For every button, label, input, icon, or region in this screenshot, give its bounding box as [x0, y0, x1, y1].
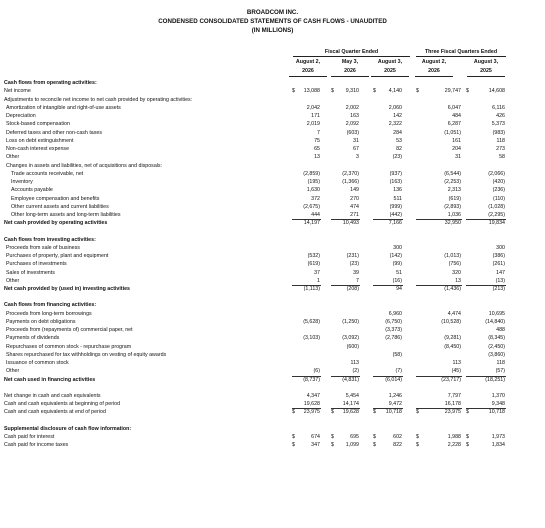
table-row — [0, 359, 545, 367]
value-cell: 13 — [455, 277, 461, 284]
value-cell: (983) — [492, 129, 505, 136]
value-cell: 300 — [393, 244, 402, 251]
row-label: Proceeds from long-term borrowings — [6, 310, 92, 317]
value-cell: 161 — [452, 137, 461, 144]
period-header-date: August 2, — [295, 59, 321, 65]
value-cell: (8,345) — [488, 335, 505, 342]
value-cell: (3,103) — [303, 335, 320, 342]
value-cell: 3 — [356, 154, 359, 161]
table-row — [0, 260, 545, 268]
row-label: Supplemental disclosure of cash flow information: — [4, 425, 132, 432]
value-cell: (619) — [307, 261, 320, 268]
value-cell: 16,178 — [444, 401, 461, 407]
table-row — [0, 87, 545, 95]
value-cell: 4,474 — [447, 310, 461, 317]
value-cell: 1,834 — [491, 442, 505, 448]
value-cell: 602 — [393, 433, 402, 440]
value-cell: 2,092 — [345, 121, 359, 128]
value-cell: 163 — [350, 113, 359, 119]
row-label: Cash flows from operating activities: — [4, 80, 97, 86]
value-cell: 1,036 — [447, 212, 461, 218]
value-cell: 142 — [393, 113, 402, 119]
value-cell: (2,295) — [488, 212, 505, 218]
table-row — [0, 252, 545, 260]
value-cell: 58 — [499, 154, 505, 161]
table-row — [0, 244, 545, 252]
group-underline-ytd — [416, 56, 506, 57]
value-cell: 270 — [350, 195, 359, 202]
table-row — [0, 112, 545, 120]
value-cell: 118 — [496, 137, 505, 144]
table-row — [0, 433, 545, 441]
value-cell: 1,099 — [345, 442, 359, 448]
value-cell: 10,718 — [385, 409, 402, 416]
value-cell: 32,950 — [444, 220, 461, 227]
value-cell: (236) — [492, 187, 505, 194]
currency-symbol: $ — [292, 433, 295, 440]
value-cell: 444 — [311, 212, 320, 218]
value-cell: 31 — [455, 154, 461, 161]
table-row — [0, 186, 545, 194]
row-label: Depreciation — [6, 113, 36, 119]
value-cell: 204 — [452, 146, 461, 152]
value-cell: (195) — [307, 179, 320, 185]
value-cell: (231) — [346, 253, 359, 259]
value-cell: (532) — [307, 253, 320, 259]
row-label: Changes in assets and liabilities, net of acquisitions and disposals: — [6, 162, 163, 169]
value-cell: (756) — [448, 261, 461, 268]
currency-symbol: $ — [331, 409, 334, 416]
period-header-date: August 3, — [473, 59, 499, 65]
row-label: Amortization of intangible and right-of-use assets — [6, 104, 121, 111]
period-header-date: August 2, — [421, 59, 447, 65]
row-label: Shares repurchased for tax withholdings on vesting of equity awards — [6, 351, 167, 358]
table-row — [0, 236, 545, 244]
row-label: Other long-term assets and long-term liabilities — [11, 212, 121, 218]
value-cell: (2,450) — [488, 343, 505, 350]
table-row — [0, 285, 545, 293]
value-cell: (420) — [492, 179, 505, 185]
table-row — [0, 425, 545, 433]
row-label: Adjustments to reconcile net income to net cash provided by operating activities: — [4, 96, 193, 103]
value-cell: 13 — [314, 154, 320, 161]
table-row — [0, 178, 545, 186]
value-cell: 53 — [396, 137, 402, 144]
currency-symbol: $ — [331, 433, 334, 440]
table-row — [0, 269, 545, 277]
currency-symbol: $ — [416, 442, 419, 448]
currency-symbol: $ — [416, 433, 419, 440]
row-label: Net cash used in financing activities — [4, 376, 96, 383]
value-cell: 13,088 — [303, 88, 320, 95]
value-cell: (600) — [346, 343, 359, 350]
value-cell: 1 — [317, 277, 320, 284]
value-cell: 271 — [350, 212, 359, 218]
value-cell: 113 — [452, 360, 461, 366]
row-label: Stock-based compensation — [6, 121, 70, 128]
currency-symbol: $ — [466, 442, 469, 448]
currency-symbol: $ — [292, 442, 295, 448]
period-header-year: 2026 — [302, 68, 314, 74]
table-row — [0, 203, 545, 211]
group-header-ytd: Three Fiscal Quarters Ended — [424, 49, 498, 55]
value-cell: 284 — [393, 129, 402, 136]
value-cell: 6,960 — [388, 310, 402, 317]
value-cell: (2,893) — [444, 203, 461, 210]
group-header-quarter: Fiscal Quarter Ended — [324, 49, 379, 55]
currency-symbol: $ — [466, 88, 469, 95]
value-cell: 488 — [496, 327, 505, 333]
table-row — [0, 219, 545, 227]
period-header-underline — [331, 76, 369, 77]
table-row — [0, 170, 545, 178]
value-cell: 65 — [314, 146, 320, 152]
value-cell: 4,140 — [388, 88, 402, 95]
row-label: Cash and cash equivalents at end of period — [4, 409, 106, 416]
table-row — [0, 153, 545, 161]
row-label: Payments of dividends — [6, 335, 60, 342]
value-cell: (110) — [493, 195, 505, 202]
row-label: Purchases of property, plant and equipment — [6, 253, 109, 259]
value-cell: (213) — [492, 286, 505, 292]
table-row — [0, 408, 545, 416]
table-row — [0, 351, 545, 359]
currency-symbol: $ — [373, 433, 376, 440]
value-cell: (1,366) — [342, 179, 359, 185]
value-cell: (2,066) — [488, 170, 505, 177]
value-cell: (7) — [395, 368, 402, 375]
value-cell: (1,051) — [444, 129, 461, 136]
table-row — [0, 441, 545, 449]
value-cell: (603) — [346, 129, 359, 136]
row-label: Employee compensation and benefits — [11, 195, 100, 202]
value-cell: 674 — [311, 433, 320, 440]
value-cell: (8,737) — [303, 376, 320, 383]
value-cell: 171 — [311, 113, 320, 119]
table-row — [0, 104, 545, 112]
row-label: Other — [6, 368, 20, 375]
value-cell: (2,253) — [444, 179, 461, 185]
value-cell: (57) — [495, 368, 505, 375]
value-cell: 2,042 — [306, 104, 320, 111]
value-cell: 9,310 — [345, 88, 359, 95]
value-cell: 37 — [314, 269, 320, 276]
value-cell: 1,630 — [306, 187, 320, 194]
value-cell: 29,747 — [444, 88, 461, 95]
row-label: Proceeds from sale of business — [6, 244, 80, 251]
value-cell: (2,675) — [303, 203, 320, 210]
value-cell: 822 — [393, 442, 402, 448]
currency-symbol: $ — [416, 409, 419, 416]
row-label: Proceeds from (repayments of) commercial paper, net — [6, 327, 133, 333]
table-row — [0, 277, 545, 285]
value-cell: 1,988 — [447, 433, 461, 440]
value-cell: (6,750) — [385, 318, 402, 325]
value-cell: (45) — [451, 368, 461, 375]
value-cell: (1,013) — [444, 253, 461, 259]
period-header-underline — [371, 76, 409, 77]
value-cell: 2,060 — [388, 104, 402, 111]
table-row — [0, 79, 545, 87]
value-cell: 9,472 — [388, 401, 402, 407]
value-cell: 7,797 — [447, 392, 461, 399]
value-cell: 51 — [396, 269, 402, 276]
row-label: Deferred taxes and other non-cash taxes — [6, 129, 102, 136]
value-cell: 14,608 — [488, 88, 505, 95]
row-label: Purchases of investments — [6, 261, 67, 268]
table-row — [0, 392, 545, 400]
value-cell: (13) — [495, 277, 505, 284]
value-cell: (3,373) — [385, 327, 402, 333]
value-cell: 484 — [452, 113, 461, 119]
currency-symbol: $ — [331, 88, 334, 95]
value-cell: (9,281) — [444, 335, 461, 342]
value-cell: (6,544) — [444, 170, 461, 177]
value-cell: 118 — [496, 360, 505, 366]
value-cell: (1,028) — [488, 203, 505, 210]
value-cell: (58) — [392, 351, 402, 358]
value-cell: (23) — [392, 154, 402, 161]
row-label: Net cash provided by (used in) investing activities — [4, 286, 130, 292]
value-cell: 6,287 — [447, 121, 461, 128]
value-cell: (1,113) — [303, 286, 320, 292]
table-row — [0, 211, 545, 219]
value-cell: 6,116 — [492, 104, 505, 111]
currency-symbol: $ — [373, 442, 376, 448]
row-label: Payments on debt obligations — [6, 318, 76, 325]
value-cell: (442) — [389, 212, 402, 218]
value-cell: (6) — [313, 368, 320, 375]
value-cell: 67 — [353, 146, 359, 152]
value-cell: (937) — [389, 170, 402, 177]
value-cell: 136 — [393, 187, 402, 194]
value-cell: (8,450) — [444, 343, 461, 350]
row-label: Net income — [4, 88, 31, 95]
row-label: Cash paid for income taxes — [4, 442, 69, 448]
value-cell: (2,859) — [303, 170, 320, 177]
value-cell: 347 — [311, 442, 320, 448]
value-cell: 320 — [452, 269, 461, 276]
row-label: Other — [6, 277, 20, 284]
value-cell: (2) — [352, 368, 359, 375]
value-cell: 10,493 — [342, 220, 359, 227]
value-cell: (386) — [492, 253, 505, 259]
value-cell: 9,348 — [491, 401, 505, 407]
table-row — [0, 367, 545, 375]
value-cell: 10,695 — [488, 310, 505, 317]
period-header-date: May 3, — [341, 59, 359, 65]
currency-symbol: $ — [416, 88, 419, 95]
value-cell: 113 — [350, 360, 359, 366]
table-row — [0, 162, 545, 170]
value-cell: (619) — [448, 195, 461, 202]
value-cell: (1,436) — [444, 286, 461, 292]
value-cell: (14,840) — [485, 318, 505, 325]
statement-name: CONDENSED CONSOLIDATED STATEMENTS OF CASH FLOWS - UNAUDITED — [158, 18, 387, 25]
table-row — [0, 145, 545, 153]
company-name: BROADCOM INC. — [246, 9, 299, 16]
row-label: Inventory — [11, 179, 33, 185]
group-underline-quarter — [293, 56, 410, 57]
currency-symbol: $ — [292, 409, 295, 416]
value-cell: (18,251) — [485, 376, 505, 383]
value-cell: 372 — [311, 195, 320, 202]
period-header-year: 2026 — [344, 68, 356, 74]
period-header-underline — [415, 76, 453, 77]
value-cell: 5,373 — [491, 121, 505, 128]
value-cell: 1,973 — [491, 433, 505, 440]
value-cell: (999) — [389, 203, 402, 210]
table-row — [0, 376, 545, 384]
value-cell: 2,228 — [447, 442, 461, 448]
value-cell: 19,628 — [342, 409, 359, 416]
value-cell: 474 — [350, 203, 359, 210]
value-cell: 19,834 — [488, 220, 505, 227]
value-cell: 1,246 — [388, 392, 402, 399]
row-label: Sales of investments — [6, 269, 55, 276]
period-header-year: 2026 — [428, 68, 440, 74]
units-note: (IN MILLIONS) — [251, 27, 294, 34]
table-row — [0, 310, 545, 318]
value-cell: 273 — [496, 146, 505, 152]
row-label: Trade accounts receivable, net — [11, 170, 84, 177]
value-cell: 1,370 — [491, 392, 505, 399]
value-cell: (5,628) — [303, 318, 320, 325]
value-cell: 23,975 — [444, 409, 461, 416]
value-cell: (99) — [392, 261, 402, 268]
currency-symbol: $ — [466, 433, 469, 440]
value-cell: 94 — [396, 286, 402, 292]
row-label: Cash paid for interest — [4, 433, 55, 440]
table-row — [0, 120, 545, 128]
value-cell: (261) — [492, 261, 505, 268]
currency-symbol: $ — [466, 409, 469, 416]
value-cell: 14,174 — [342, 401, 359, 407]
table-row — [0, 318, 545, 326]
period-header-underline — [467, 76, 505, 77]
value-cell: 82 — [396, 146, 402, 152]
period-header-year: 2025 — [384, 68, 396, 74]
row-label: Issuance of common stock — [6, 360, 69, 366]
value-cell: 14,197 — [303, 220, 320, 227]
value-cell: (6,014) — [385, 376, 402, 383]
table-row — [0, 343, 545, 351]
row-label: Other — [6, 154, 20, 161]
value-cell: (10,528) — [441, 318, 461, 325]
period-header-underline — [289, 76, 327, 77]
currency-symbol: $ — [373, 409, 376, 416]
table-row — [0, 326, 545, 334]
value-cell: (142) — [389, 253, 402, 259]
currency-symbol: $ — [373, 88, 376, 95]
table-row — [0, 301, 545, 309]
value-cell: 39 — [353, 269, 359, 276]
table-row — [0, 137, 545, 145]
row-label: Other current assets and current liabilities — [11, 203, 109, 210]
value-cell: 5,454 — [345, 392, 359, 399]
table-row — [0, 96, 545, 104]
row-label: Cash flows from investing activities: — [4, 236, 96, 243]
value-cell: 2,019 — [306, 121, 320, 128]
value-cell: (23,717) — [441, 376, 461, 383]
value-cell: 511 — [393, 195, 402, 202]
value-cell: 75 — [314, 137, 320, 144]
row-label: Loss on debt extinguishment — [6, 137, 74, 144]
table-row — [0, 129, 545, 137]
value-cell: 426 — [496, 113, 505, 119]
value-cell: 147 — [496, 269, 505, 276]
value-cell: 149 — [350, 187, 359, 194]
value-cell: 19,628 — [303, 401, 320, 407]
value-cell: 31 — [353, 137, 359, 144]
value-cell: 7 — [317, 129, 320, 136]
table-row — [0, 195, 545, 203]
value-cell: (4,831) — [342, 376, 359, 383]
row-label: Cash flows from financing activities: — [4, 302, 97, 309]
value-cell: 300 — [496, 244, 505, 251]
value-cell: (1,250) — [342, 318, 359, 325]
value-cell: (2,786) — [385, 335, 402, 342]
value-cell: 2,002 — [345, 104, 359, 111]
period-header-date: August 3, — [377, 59, 403, 65]
value-cell: 7,166 — [388, 220, 402, 227]
row-label: Accounts payable — [11, 187, 53, 194]
row-label: Net cash provided by operating activities — [4, 220, 108, 227]
row-label: Net change in cash and cash equivalents — [4, 392, 101, 399]
value-cell: (23) — [349, 261, 359, 268]
value-cell: (208) — [346, 286, 359, 292]
value-cell: (2,370) — [342, 170, 359, 177]
currency-symbol: $ — [292, 88, 295, 95]
value-cell: 2,313 — [447, 187, 461, 194]
row-label: Repurchases of common stock - repurchase program — [6, 343, 132, 350]
value-cell: 2,322 — [388, 121, 402, 128]
table-row — [0, 334, 545, 342]
value-cell: (3,092) — [342, 335, 359, 342]
value-cell: 4,347 — [306, 392, 320, 399]
table-row — [0, 400, 545, 408]
value-cell: 695 — [350, 433, 359, 440]
value-cell: (3,860) — [488, 351, 505, 358]
value-cell: (16) — [392, 277, 402, 284]
value-cell: 10,718 — [488, 409, 505, 416]
currency-symbol: $ — [331, 442, 334, 448]
row-label: Non-cash interest expense — [6, 146, 70, 152]
value-cell: 7 — [356, 277, 359, 284]
period-header-year: 2025 — [480, 68, 492, 74]
value-cell: (163) — [389, 179, 402, 185]
value-cell: 6,047 — [447, 104, 461, 111]
value-cell: 23,975 — [303, 409, 320, 416]
row-label: Cash and cash equivalents at beginning of period — [4, 401, 121, 407]
